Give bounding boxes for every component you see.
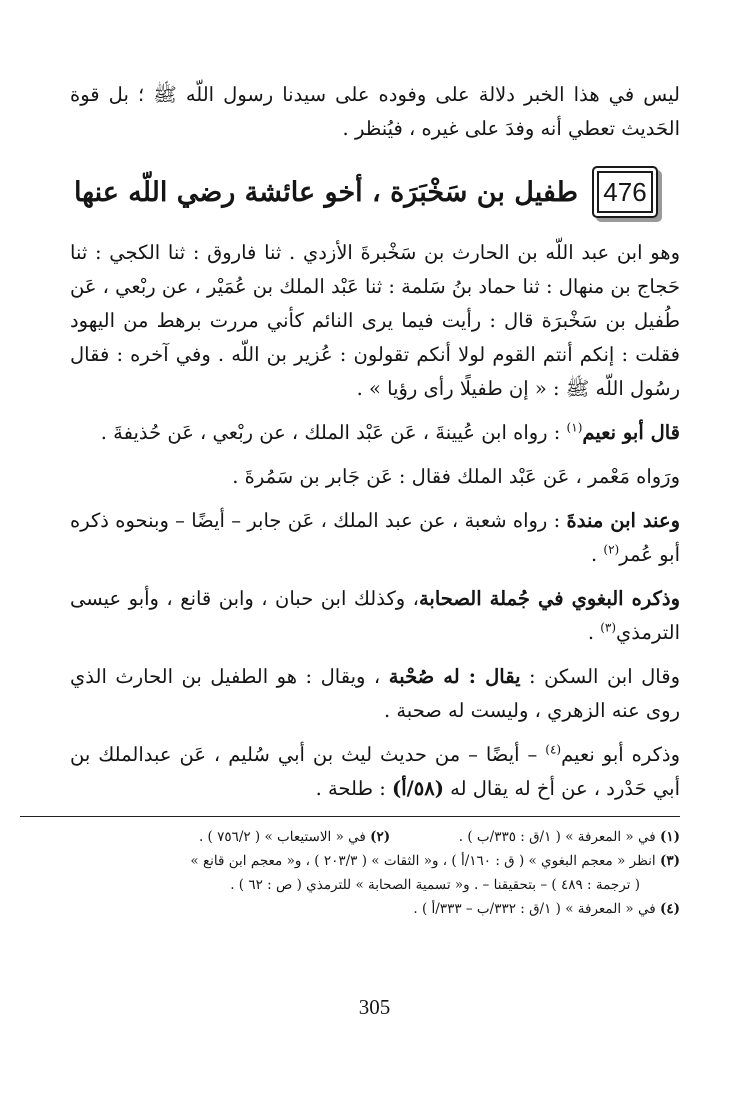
bold-run: يقال : له صُحْبة bbox=[388, 665, 521, 688]
body-paragraph bbox=[70, 460, 680, 494]
footnote-text: ( ترجمة : ٤٨٩ ) – بتحقيقنا – . و« تسمية الصحابة » للترمذي ( ص : ٦٢ ) . bbox=[230, 877, 640, 893]
intro-paragraph: ليس في هذا الخبر دلالة على وفوده على سيدنا رسول اللّه ﷺ ؛ بل قوة الحَديث تعطي أنه وفدَ على غيره ، فيُنظر . bbox=[70, 83, 680, 140]
footnote-line bbox=[70, 825, 680, 849]
footnote-number: (١) bbox=[659, 829, 680, 845]
footnote-text: في « المعرفة » ( ١/ق : ٣٣٥/ب ) . bbox=[458, 829, 656, 845]
entry-heading bbox=[70, 166, 658, 218]
footnote-number: (٤) bbox=[659, 901, 680, 917]
page-number: 305 bbox=[358, 995, 391, 1019]
body-paragraph bbox=[70, 738, 680, 806]
text-run: ، ويقال : هو الطفيل بن الحارث الذي روى عنه الزهري ، وليست له صحبة . bbox=[70, 665, 680, 722]
footnote-line bbox=[70, 897, 680, 921]
text-run: : رواه ابن عُيينةَ ، عَن عَبْد الملك ، عن ربْعي ، عَن حُذيفةَ . bbox=[100, 421, 567, 444]
footnotes bbox=[70, 825, 680, 921]
text-run: وذكره أبو نعيم bbox=[561, 743, 680, 766]
footnote-line bbox=[70, 873, 680, 897]
page-body bbox=[70, 78, 680, 921]
text-run: ورَواه مَعْمر ، عَن عَبْد الملك فقال : عَن جَابر بن سَمُرةَ . bbox=[232, 465, 680, 488]
entry-body bbox=[70, 236, 680, 806]
footnote-text: في « الاستيعاب » ( ٧٥٦/٢ ) . bbox=[198, 829, 366, 845]
text-run: . bbox=[587, 621, 601, 644]
bold-run: وذكره البغوي في جُملة الصحابة bbox=[418, 587, 680, 610]
body-paragraph bbox=[70, 236, 680, 406]
entry-number-box: 476 bbox=[592, 166, 658, 218]
text-run: : طلحة . bbox=[315, 777, 392, 800]
footnote-reference: (٣) bbox=[600, 620, 617, 635]
bold-run: وعند ابن مندةَ bbox=[566, 509, 680, 532]
text-run: ، وكذلك ابن حبان ، وابن قانع ، وأبو عيسى الترمذي bbox=[70, 587, 680, 644]
body-paragraph bbox=[70, 660, 680, 728]
body-paragraph bbox=[70, 416, 680, 450]
footnote-line bbox=[70, 849, 680, 873]
text-run: : رواه شعبة ، عن عبد الملك ، عَن جابر – أيضًا – وبنحوه ذكره أبو عُمر bbox=[70, 509, 680, 566]
text-run: وهو ابن عبد اللّه بن الحارث بن سَخْبرةَ الأزدي . ثنا فاروق : ثنا الكجي : ثنا حَجاج بن منهال : ثنا حماد بنُ سَلمة : ثنا عَبْد الملك بن عُمَيْر ، عن ربْعي ، عَن طُفيل بن سَخْبرَة قال : رأيت فيما يرى النائم كأني مررت برهط من اليهود فقلت : إنكم أنتم القوم لولا أنكم تقولون : عُزير بن اللّه . وفي آخره : فقال رسُول اللّه ﷺ : « إن طفيلًا رأى رؤيا » . bbox=[70, 241, 680, 400]
footnote-text: في « المعرفة » ( ١/ق : ٣٣٢/ب – ٣٣٣/أ ) . bbox=[413, 901, 656, 917]
footnote-number: (٢) bbox=[370, 829, 391, 845]
footnote-number: (٣) bbox=[659, 853, 680, 869]
body-paragraph bbox=[70, 582, 680, 650]
bold-run: قال أبو نعيم bbox=[582, 421, 680, 444]
footnote-text: انظر « معجم البغوي » ( ق : ١٦٠/أ ) ، و« الثقات » ( ٢٠٣/٣ ) ، و« معجم ابن قانع » bbox=[190, 853, 656, 869]
text-run: . bbox=[590, 543, 604, 566]
body-paragraph bbox=[70, 504, 680, 572]
footnote-reference: (١) bbox=[566, 420, 583, 435]
entry-title: طفيل بن سَخْبَرَة ، أخو عائشة رضي اللّه عنها bbox=[73, 176, 578, 208]
footnote-divider bbox=[20, 816, 680, 817]
text-run: – أيضًا – من حديث ليث بن أبي سُليم ، عَن عبدالملك بن أبي حَدْرد ، عن أخ له يقال له bbox=[70, 743, 680, 800]
footnote-reference: (٢) bbox=[603, 542, 620, 557]
text-run: وقال ابن السكن : bbox=[520, 665, 680, 688]
bold-run: (٥٨/أ) bbox=[391, 777, 444, 800]
footnote-reference: (٤) bbox=[545, 742, 562, 757]
